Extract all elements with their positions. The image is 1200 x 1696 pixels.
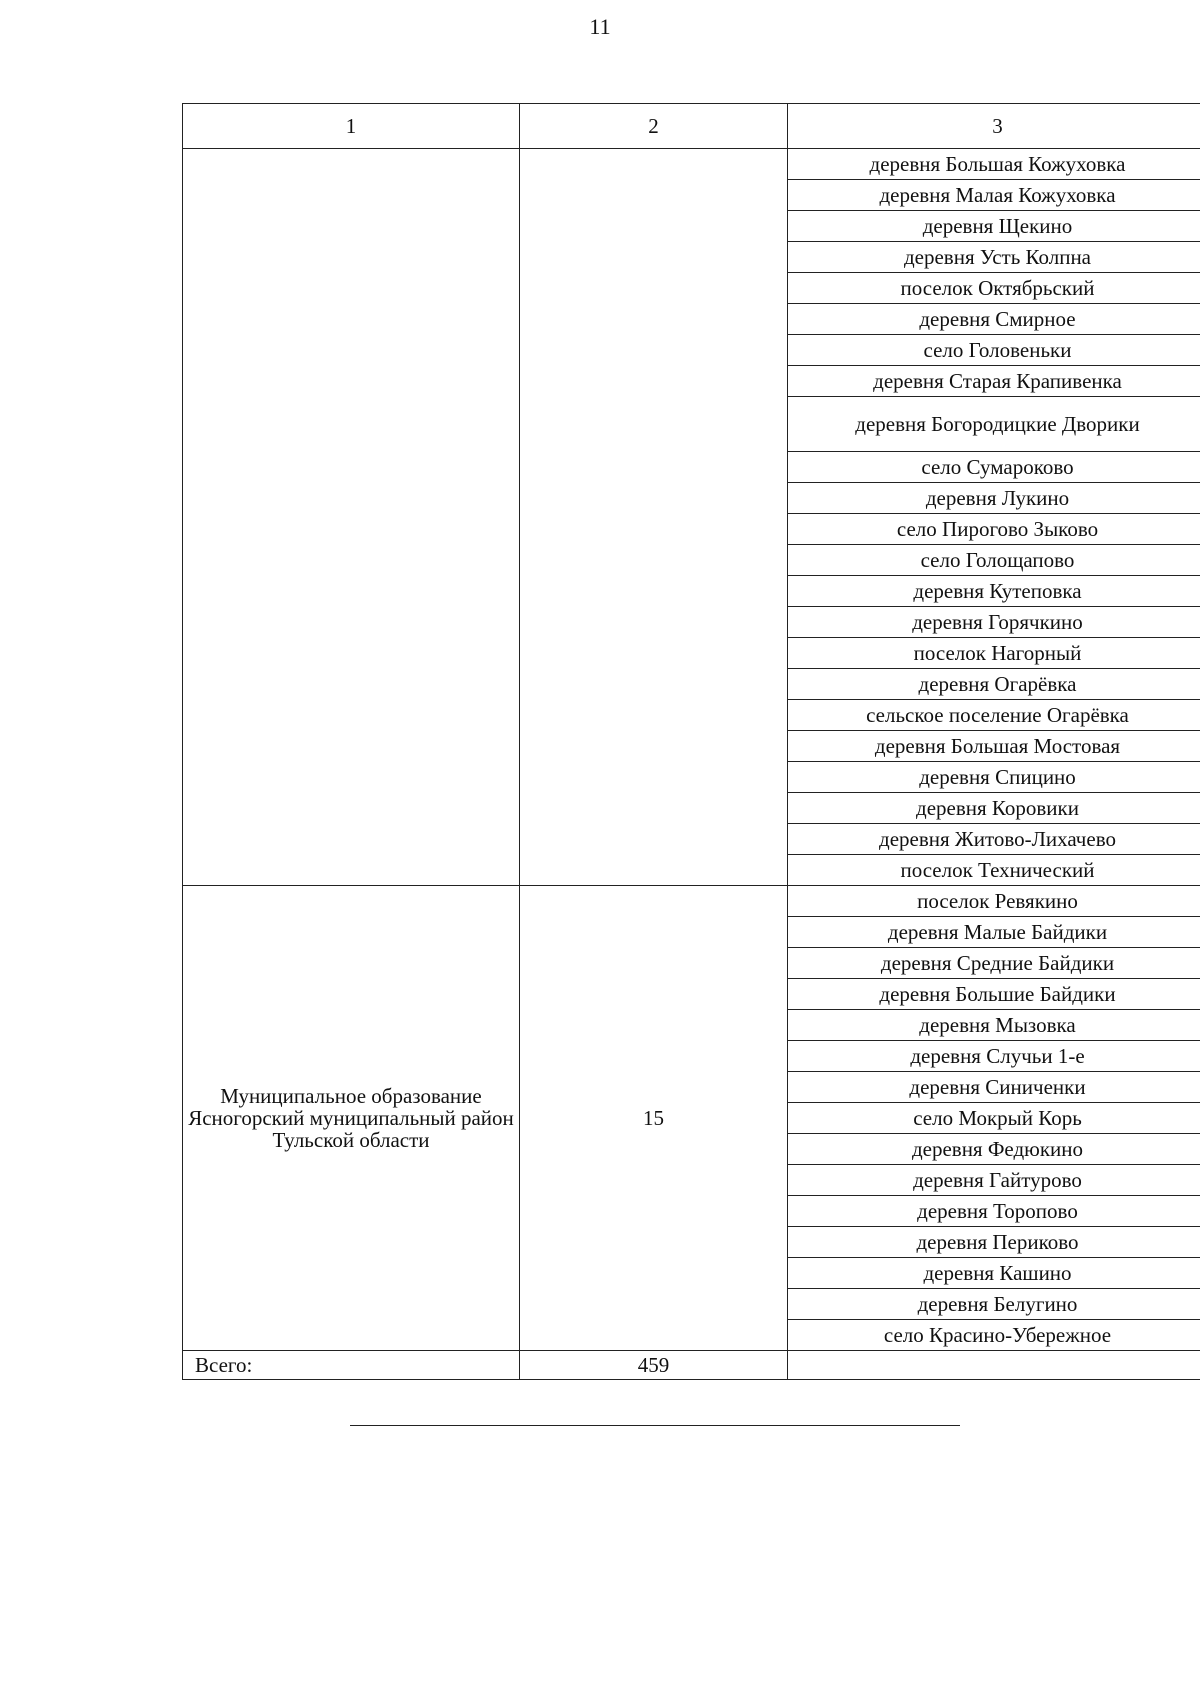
settlement-name-cell: поселок Ревякино [788,886,1200,917]
settlement-name-cell: деревня Житово-Лихачево [788,824,1200,855]
settlement-name-cell: деревня Периково [788,1227,1200,1258]
settlement-name-cell: деревня Щекино [788,211,1200,242]
total-row [183,1351,1200,1380]
page-number: 11 [589,14,611,39]
total-label: Всего: [183,1351,520,1380]
settlement-name-cell: деревня Лукино [788,483,1200,514]
settlement-name-cell: поселок Нагорный [788,638,1200,669]
settlement-name-cell: поселок Технический [788,855,1200,886]
settlement-name-cell: деревня Кашино [788,1258,1200,1289]
settlement-name-cell: деревня Гайтурово [788,1165,1200,1196]
settlement-name-cell: село Головеньки [788,335,1200,366]
settlement-name-cell: деревня Случьи 1-е [788,1041,1200,1072]
settlement-name-cell: деревня Большая Кожуховка [788,149,1200,180]
settlement-name-cell: деревня Коровики [788,793,1200,824]
settlement-name-cell: село Красино-Убережное [788,1320,1200,1351]
settlement-name-cell: деревня Малые Байдики [788,917,1200,948]
settlement-name-cell: село Сумароково [788,452,1200,483]
settlement-name-cell: село Голощапово [788,545,1200,576]
settlement-count-cell: 15 [520,886,788,1351]
total-empty-cell [788,1351,1200,1380]
settlement-name-cell: деревня Средние Байдики [788,948,1200,979]
settlement-name-cell: деревня Кутеповка [788,576,1200,607]
settlement-name-cell: деревня Старая Крапивенка [788,366,1200,397]
municipality-name-cell [183,149,520,886]
settlements-table [182,103,1200,1380]
settlement-name-cell: село Пирогово Зыково [788,514,1200,545]
table-row [183,886,1200,917]
table-header-row [183,104,1200,149]
settlement-name-cell: деревня Федюкино [788,1134,1200,1165]
settlement-count-cell [520,149,788,886]
settlement-name-cell: деревня Смирное [788,304,1200,335]
header-cell-2: 2 [520,104,788,149]
settlement-name-cell: деревня Торопово [788,1196,1200,1227]
municipality-name-cell: Муниципальное образование Ясногорский муниципальный район Тульской области [183,886,520,1351]
total-value: 459 [520,1351,788,1380]
settlement-name-cell: деревня Огарёвка [788,669,1200,700]
settlement-name-cell: деревня Большая Мостовая [788,731,1200,762]
settlement-name-cell: деревня Малая Кожуховка [788,180,1200,211]
settlement-name-cell: деревня Мызовка [788,1010,1200,1041]
settlement-name-cell: деревня Богородицкие Дворики [788,397,1200,452]
header-cell-3: 3 [788,104,1200,149]
table-row [183,149,1200,180]
settlement-name-cell: деревня Большие Байдики [788,979,1200,1010]
header-cell-1: 1 [183,104,520,149]
bottom-rule-divider [350,1425,960,1426]
settlement-name-cell: деревня Спицино [788,762,1200,793]
settlement-name-cell: поселок Октябрьский [788,273,1200,304]
settlement-name-cell: село Мокрый Корь [788,1103,1200,1134]
settlement-name-cell: деревня Синиченки [788,1072,1200,1103]
settlement-name-cell: деревня Усть Колпна [788,242,1200,273]
settlement-name-cell: сельское поселение Огарёвка [788,700,1200,731]
settlement-name-cell: деревня Горячкино [788,607,1200,638]
settlement-name-cell: деревня Белугино [788,1289,1200,1320]
